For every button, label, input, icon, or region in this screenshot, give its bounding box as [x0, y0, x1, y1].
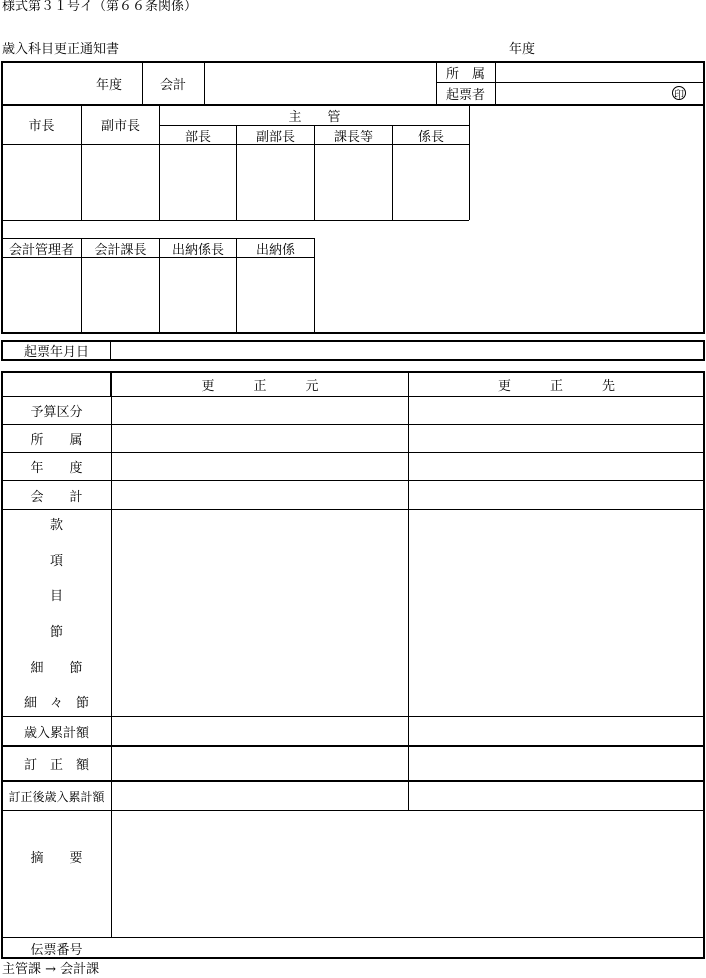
- setsu-label: 節: [49, 624, 63, 640]
- accounting-manager-label: 会計管理者: [8, 242, 74, 258]
- dest-budget-category-field[interactable]: [409, 397, 704, 424]
- seal-icon: 印: [672, 86, 686, 100]
- draft-date-field[interactable]: [111, 341, 704, 360]
- fiscal-year-label: 年度: [509, 42, 536, 57]
- source-header: 更 正 元: [201, 378, 319, 394]
- staff-chief-label: 係長: [417, 129, 444, 145]
- director-label: 部長: [184, 129, 211, 145]
- document-title: 歳入科目更正通知書: [2, 42, 120, 57]
- account-label: 会計: [159, 77, 186, 93]
- corrected-cumulative-label: 訂正後歳入累計額: [8, 789, 105, 804]
- source-budget-category-field[interactable]: [112, 397, 408, 424]
- row-year-label: 年 度: [30, 461, 83, 476]
- summary-field[interactable]: [112, 811, 704, 937]
- moku-label: 目: [49, 588, 63, 604]
- affiliation-label: 所 属: [445, 66, 485, 82]
- budget-category-label: 予算区分: [30, 405, 83, 420]
- account-field[interactable]: [204, 62, 436, 104]
- disbursement-staff-label: 出納係: [255, 242, 295, 258]
- saisetsu-label: 細 節: [30, 660, 83, 676]
- kou-label: 項: [49, 553, 63, 569]
- year-label: 年度: [95, 77, 122, 93]
- drafter-label: 起票者: [445, 88, 485, 103]
- deputy-mayor-label: 副市長: [100, 119, 140, 134]
- saisaisetsu-label: 細 々 節: [23, 695, 89, 711]
- draft-date-label: 起票年月日: [23, 345, 89, 360]
- mayor-label: 市長: [28, 119, 55, 134]
- supervisor-label: 主 管: [288, 109, 341, 125]
- row-affiliation-label: 所 属: [30, 433, 83, 448]
- deputy-director-label: 副部長: [255, 129, 295, 145]
- disbursement-chief-label: 出納係長: [171, 242, 224, 258]
- affiliation-field[interactable]: [496, 62, 704, 82]
- voucher-number-field[interactable]: [112, 938, 704, 958]
- accounting-section-head-label: 会計課長: [94, 242, 147, 258]
- voucher-number-label: 伝票番号: [30, 942, 83, 958]
- row-account-label: 会 計: [30, 489, 83, 505]
- dest-header: 更 正 先: [497, 378, 615, 394]
- correction-amount-label: 訂 正 額: [23, 758, 89, 773]
- section-chief-label: 課長等: [333, 129, 373, 145]
- routing-note: 主管課 → 会計課: [2, 962, 100, 977]
- form-number: 様式第３１号イ（第６６条関係）: [2, 0, 198, 14]
- kan-label: 款: [49, 517, 63, 533]
- cumulative-revenue-label: 歳入累計額: [23, 725, 89, 741]
- summary-label: 摘 要: [30, 850, 83, 866]
